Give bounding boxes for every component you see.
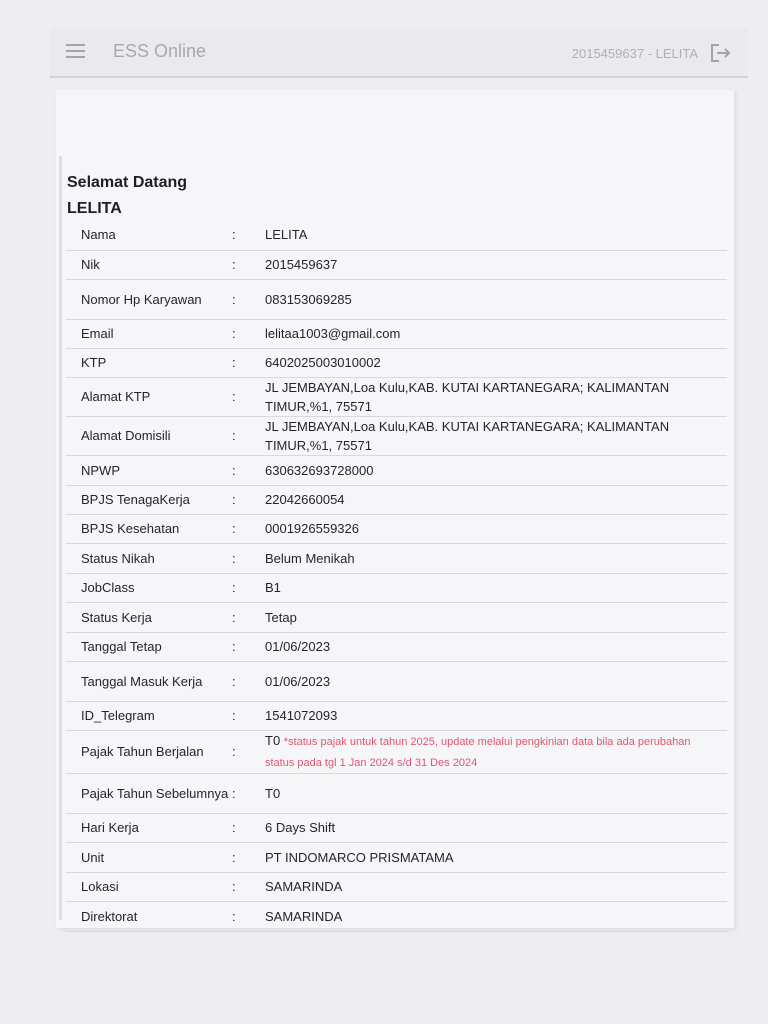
profile-card: [56, 90, 734, 928]
field-separator: :: [232, 842, 265, 872]
table-row: [66, 573, 727, 602]
field-label: KTP: [66, 348, 232, 377]
table-row: [66, 377, 727, 416]
field-separator: :: [232, 773, 265, 813]
welcome-greeting: Selamat Datang: [67, 174, 188, 191]
field-label: Pajak Tahun Sebelumnya: [66, 773, 232, 813]
field-label: Alamat KTP: [66, 377, 232, 416]
table-row: [66, 319, 727, 348]
field-separator: :: [232, 632, 265, 661]
field-value: lelitaa1003@gmail.com: [265, 319, 727, 348]
field-value: T0: [265, 773, 727, 813]
logout-icon[interactable]: [710, 44, 732, 67]
field-separator: :: [232, 250, 265, 279]
field-value: 6402025003010002: [265, 348, 727, 377]
field-value: 22042660054: [265, 485, 727, 514]
field-separator: :: [232, 416, 265, 455]
top-app-bar: [50, 28, 748, 78]
field-separator: :: [232, 730, 265, 773]
field-value: 6 Days Shift: [265, 813, 727, 842]
table-row: [66, 455, 727, 485]
field-value: 01/06/2023: [265, 632, 727, 661]
field-separator: :: [232, 377, 265, 416]
field-label: Nik: [66, 250, 232, 279]
welcome-name: LELITA: [67, 200, 122, 217]
field-label: Pajak Tahun Berjalan: [66, 730, 232, 773]
field-separator: :: [232, 813, 265, 842]
field-label: BPJS TenagaKerja: [66, 485, 232, 514]
field-label: Status Nikah: [66, 543, 232, 573]
field-value: PT INDOMARCO PRISMATAMA: [265, 842, 727, 872]
tax-status-note: *status pajak untuk tahun 2025, update melalui pengkinian data bila ada perubahan status pada tgl 1 Jan 2024 s/d 31 Des 2024: [265, 735, 691, 769]
field-label: Email: [66, 319, 232, 348]
field-value: SAMARINDA: [265, 872, 727, 901]
field-separator: :: [232, 573, 265, 602]
employee-info-table: [66, 220, 727, 932]
table-row: [66, 632, 727, 661]
field-value: Belum Menikah: [265, 543, 727, 573]
field-value: 01/06/2023: [265, 661, 727, 701]
field-value: LELITA: [265, 220, 727, 250]
table-row: [66, 485, 727, 514]
table-row: [66, 773, 727, 813]
table-row: [66, 872, 727, 901]
field-label: Nomor Hp Karyawan: [66, 279, 232, 319]
field-separator: :: [232, 514, 265, 543]
field-label: ID_Telegram: [66, 701, 232, 730]
table-row: [66, 220, 727, 250]
table-row: [66, 250, 727, 279]
field-label: BPJS Kesehatan: [66, 514, 232, 543]
field-value: 2015459637: [265, 250, 727, 279]
field-separator: :: [232, 485, 265, 514]
field-separator: :: [232, 455, 265, 485]
field-label: JobClass: [66, 573, 232, 602]
table-row: [66, 813, 727, 842]
table-row: [66, 514, 727, 543]
field-separator: :: [232, 319, 265, 348]
table-row: [66, 701, 727, 730]
field-value: Tetap: [265, 602, 727, 632]
table-row: [66, 602, 727, 632]
user-id-label: 2015459637 - LELITA: [571, 46, 698, 61]
field-separator: :: [232, 348, 265, 377]
field-label: NPWP: [66, 455, 232, 485]
field-value: 0001926559326: [265, 514, 727, 543]
welcome-heading: [67, 170, 187, 222]
field-value: 630632693728000: [265, 455, 727, 485]
table-row: [66, 543, 727, 573]
table-row: [66, 279, 727, 319]
hamburger-menu-icon[interactable]: [66, 44, 85, 59]
field-value: [265, 730, 727, 773]
tax-status-value: T0: [265, 732, 281, 748]
field-value: JL JEMBAYAN,Loa Kulu,KAB. KUTAI KARTANEGARA; KALIMANTAN TIMUR,%1, 75571: [265, 377, 727, 416]
table-row: [66, 661, 727, 701]
field-label: Status Kerja: [66, 602, 232, 632]
field-label: Alamat Domisili: [66, 416, 232, 455]
field-separator: :: [232, 543, 265, 573]
field-value: 083153069285: [265, 279, 727, 319]
field-label: Nama: [66, 220, 232, 250]
table-row: [66, 842, 727, 872]
field-label: Unit: [66, 842, 232, 872]
table-row: [66, 416, 727, 455]
field-value: JL JEMBAYAN,Loa Kulu,KAB. KUTAI KARTANEGARA; KALIMANTAN TIMUR,%1, 75571: [265, 416, 727, 455]
table-row: [66, 901, 727, 931]
field-label: Tanggal Tetap: [66, 632, 232, 661]
app-title: ESS Online: [113, 41, 207, 61]
field-label: Hari Kerja: [66, 813, 232, 842]
table-row: [66, 348, 727, 377]
field-separator: :: [232, 602, 265, 632]
field-separator: :: [232, 901, 265, 931]
field-separator: :: [232, 872, 265, 901]
field-value: 1541072093: [265, 701, 727, 730]
table-row: [66, 730, 727, 773]
field-separator: :: [232, 220, 265, 250]
field-separator: :: [232, 701, 265, 730]
field-value: SAMARINDA: [265, 901, 727, 931]
field-label: Tanggal Masuk Kerja: [66, 661, 232, 701]
field-label: Lokasi: [66, 872, 232, 901]
field-value: B1: [265, 573, 727, 602]
field-label: Direktorat: [66, 901, 232, 931]
field-separator: :: [232, 661, 265, 701]
field-separator: :: [232, 279, 265, 319]
